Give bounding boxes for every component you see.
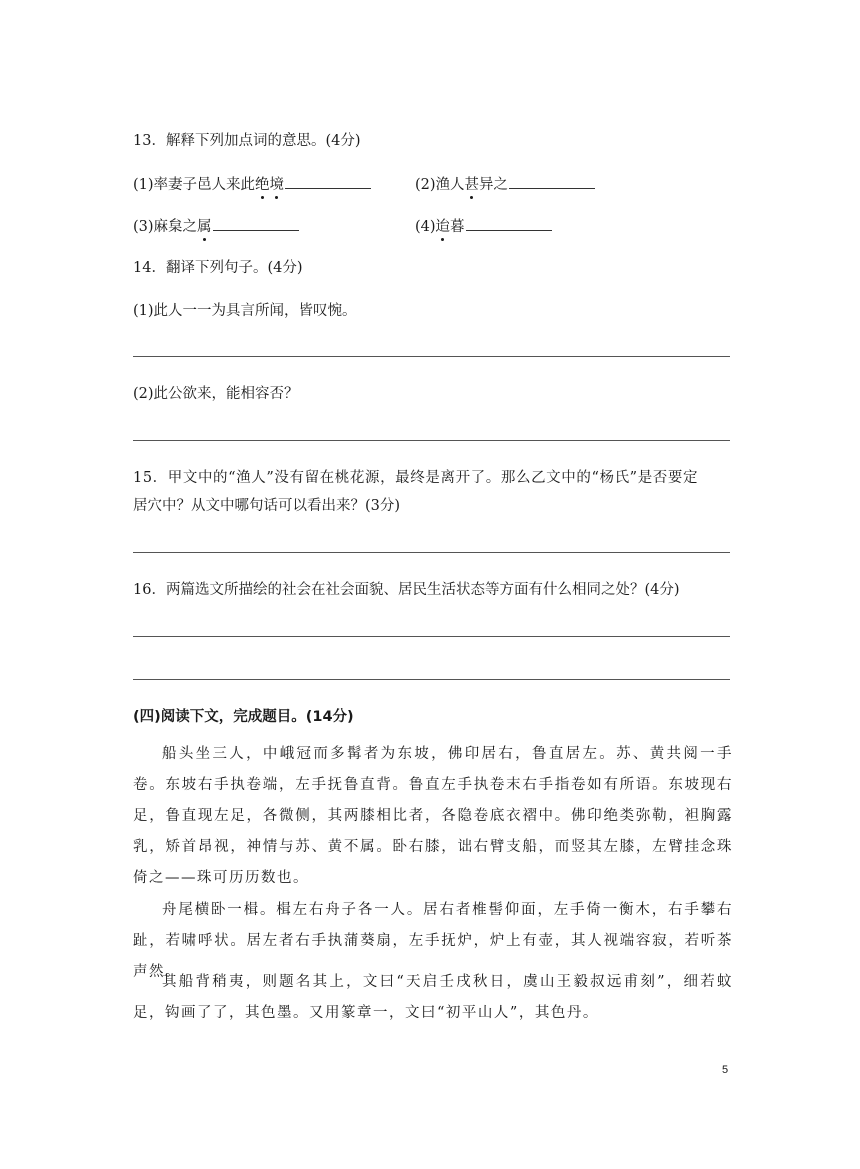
q13-title: 13．解释下列加点词的意思。(4分) bbox=[133, 133, 361, 149]
answer-line[interactable] bbox=[133, 636, 730, 637]
q14-sentence-1: (1)此人一一为具言所闻，皆叹惋。 bbox=[133, 303, 357, 319]
q13-item-2: (2)渔人甚异之 bbox=[415, 174, 595, 195]
q16-title: 16．两篇选文所描绘的社会在社会面貌、居民生活状态等方面有什么相同之处？(4分) bbox=[133, 582, 680, 598]
q13-item-4: (4)迨暮 bbox=[415, 216, 552, 237]
answer-blank[interactable] bbox=[213, 216, 299, 231]
q15-line-1: 15．甲文中的“渔人”没有留在桃花源，最终是离开了。那么乙文中的“杨氏”是否要定 bbox=[133, 470, 699, 486]
answer-line[interactable] bbox=[133, 552, 730, 553]
passage-paragraph-3: 其船背稍夷，则题名其上，文曰“天启壬戌秋日，虞山王毅叔远甫刻”，细若蚊足，钩画了了，其色墨。又用篆章一，文曰“初平山人”，其色丹。 bbox=[133, 974, 733, 1021]
page-number: 5 bbox=[722, 1064, 729, 1076]
q13-item-1: (1)率妻子邑人来此绝境 bbox=[133, 174, 371, 195]
q14-sentence-2: (2)此公欲来，能相容否？ bbox=[133, 386, 299, 402]
q15-line-2: 居穴中？从文中哪句话可以看出来？(3分) bbox=[133, 498, 401, 514]
q14-title: 14．翻译下列句子。(4分) bbox=[133, 260, 303, 276]
passage-paragraph-2: 舟尾横卧一楫。楫左右舟子各一人。居右者椎髻仰面，左手倚一衡木，右手攀右趾，若啸呼状。居左者右手执蒲葵扇，左手抚炉，炉上有壶，其人视端容寂，若听茶声然。 bbox=[133, 902, 733, 980]
answer-blank[interactable] bbox=[285, 174, 371, 189]
section-heading: (四)阅读下文，完成题目。(14分) bbox=[133, 709, 354, 725]
answer-blank[interactable] bbox=[509, 174, 595, 189]
passage-paragraph-1: 船头坐三人，中峨冠而多髯者为东坡，佛印居右，鲁直居左。苏、黄共阅一手卷。东坡右手执卷端，左手抚鲁直背。鲁直左手执卷末右手指卷如有所语。东坡现右足，鲁直现左足，各微侧，其两膝相比者，各隐卷底衣褶中。佛印绝类弥勒，袒胸露乳，矫首昂视，神情与苏、黄不属。卧右膝，诎右臂支船，而竖其左膝，左臂挂念珠倚之——珠可历历数也。 bbox=[133, 746, 733, 886]
answer-blank[interactable] bbox=[466, 216, 552, 231]
answer-line[interactable] bbox=[133, 356, 730, 357]
answer-line[interactable] bbox=[133, 440, 730, 441]
answer-line[interactable] bbox=[133, 679, 730, 680]
q13-item-3: (3)麻枲之属 bbox=[133, 216, 299, 237]
